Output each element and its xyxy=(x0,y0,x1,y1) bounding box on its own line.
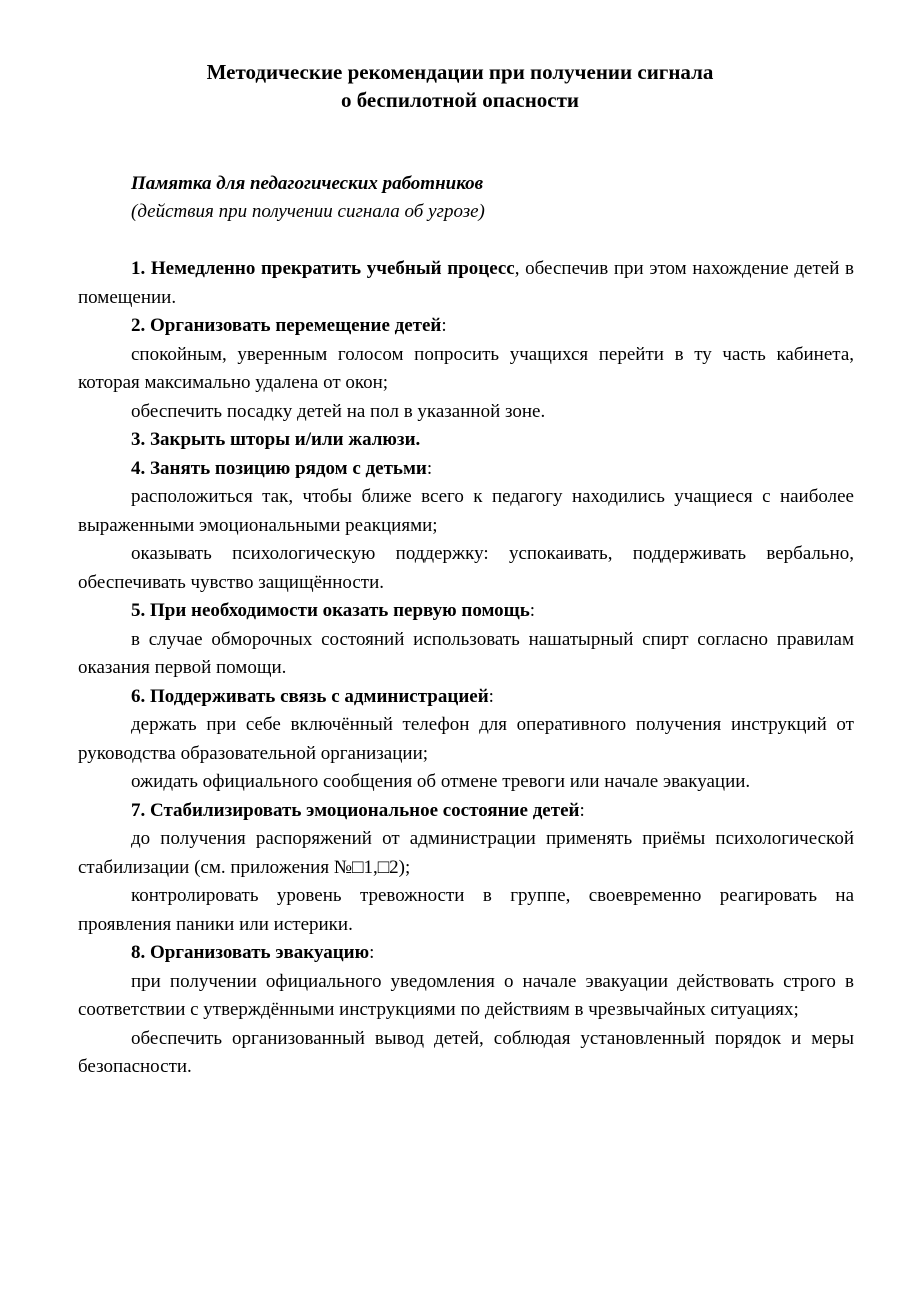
section-heading-tail: : xyxy=(426,457,433,479)
section-4-item-2: оказывать психологическую поддержку: успокаивать, поддерживать вербально, обеспечивать чувство защищённости. xyxy=(78,543,854,593)
section-heading-3 xyxy=(78,426,854,455)
section-6-item-1: держать при себе включённый телефон для оперативного получения инструкций от руководства образовательной организации; xyxy=(78,714,854,764)
section-heading-text: 4. Занять позицию рядом с детьми xyxy=(131,457,427,479)
section-heading-text: 7. Стабилизировать эмоциональное состояние детей xyxy=(131,799,580,821)
section-heading-text: 3. Закрыть шторы и/или жалюзи. xyxy=(131,429,421,450)
section-heading-tail: : xyxy=(579,799,585,821)
section-5-item-1: в случае обморочных состояний использовать нашатырный спирт согласно правилам оказания первой помощи. xyxy=(78,628,854,678)
document-title xyxy=(0,58,920,114)
section-2-item-2: обеспечить посадку детей на пол в указанной зоне. xyxy=(131,400,546,422)
memo-title: Памятка для педагогических работников xyxy=(131,173,484,194)
section-4-item-1: расположиться так, чтобы ближе всего к педагогу находились учащиеся с наиболее выраженными эмоциональными реакциями; xyxy=(78,486,854,536)
document-title-line-1: Методические рекомендации при получении сигнала xyxy=(206,60,714,84)
section-heading-2 xyxy=(78,312,854,341)
section-heading-tail: : xyxy=(488,685,494,707)
section-8-item-2: обеспечить организованный вывод детей, соблюдая установленный порядок и меры безопасности. xyxy=(78,1027,854,1077)
section-heading-tail: , обеспечив при этом нахождение детей в помещении. xyxy=(78,258,854,308)
section-heading-tail: : xyxy=(529,600,536,621)
section-heading-8 xyxy=(78,939,854,968)
section-6-item-2: ожидать официального сообщения об отмене тревоги или начале эвакуации. xyxy=(131,771,751,792)
section-heading-tail: : xyxy=(369,942,375,963)
section-heading-text: 2. Организовать перемещение детей xyxy=(131,315,442,336)
section-heading-1 xyxy=(78,255,854,312)
document-body xyxy=(78,255,854,1082)
section-heading-text: 8. Организовать эвакуацию xyxy=(131,942,370,963)
section-7-item-1: до получения распоряжений от администрации применять приёмы психологической стабилизации (см. приложения №□1,□2); xyxy=(78,828,854,878)
section-7-item-2: контролировать уровень тревожности в группе, своевременно реагировать на проявления паники или истерики. xyxy=(78,885,854,935)
section-heading-4 xyxy=(78,455,854,484)
section-2-item-1: спокойным, уверенным голосом попросить учащихся перейти в ту часть кабинета, которая максимально удалена от окон; xyxy=(78,343,854,393)
section-heading-6 xyxy=(78,683,854,712)
memo-subtitle: (действия при получении сигнала об угрозе) xyxy=(131,201,485,222)
section-heading-text: 6. Поддерживать связь с администрацией xyxy=(131,685,489,707)
section-heading-text: 1. Немедленно прекратить учебный процесс xyxy=(131,258,515,279)
section-heading-text: 5. При необходимости оказать первую помощь xyxy=(131,600,530,621)
section-8-item-1: при получении официального уведомления о начале эвакуации действовать строго в соответствии с утверждёнными инструкциями по действиям в чрезвычайных ситуациях; xyxy=(78,970,854,1020)
section-heading-7 xyxy=(78,797,854,826)
section-heading-tail: : xyxy=(441,315,447,336)
memo-header xyxy=(131,170,851,226)
section-heading-5 xyxy=(78,597,854,626)
document-title-line-2: о беспилотной опасности xyxy=(340,88,580,112)
